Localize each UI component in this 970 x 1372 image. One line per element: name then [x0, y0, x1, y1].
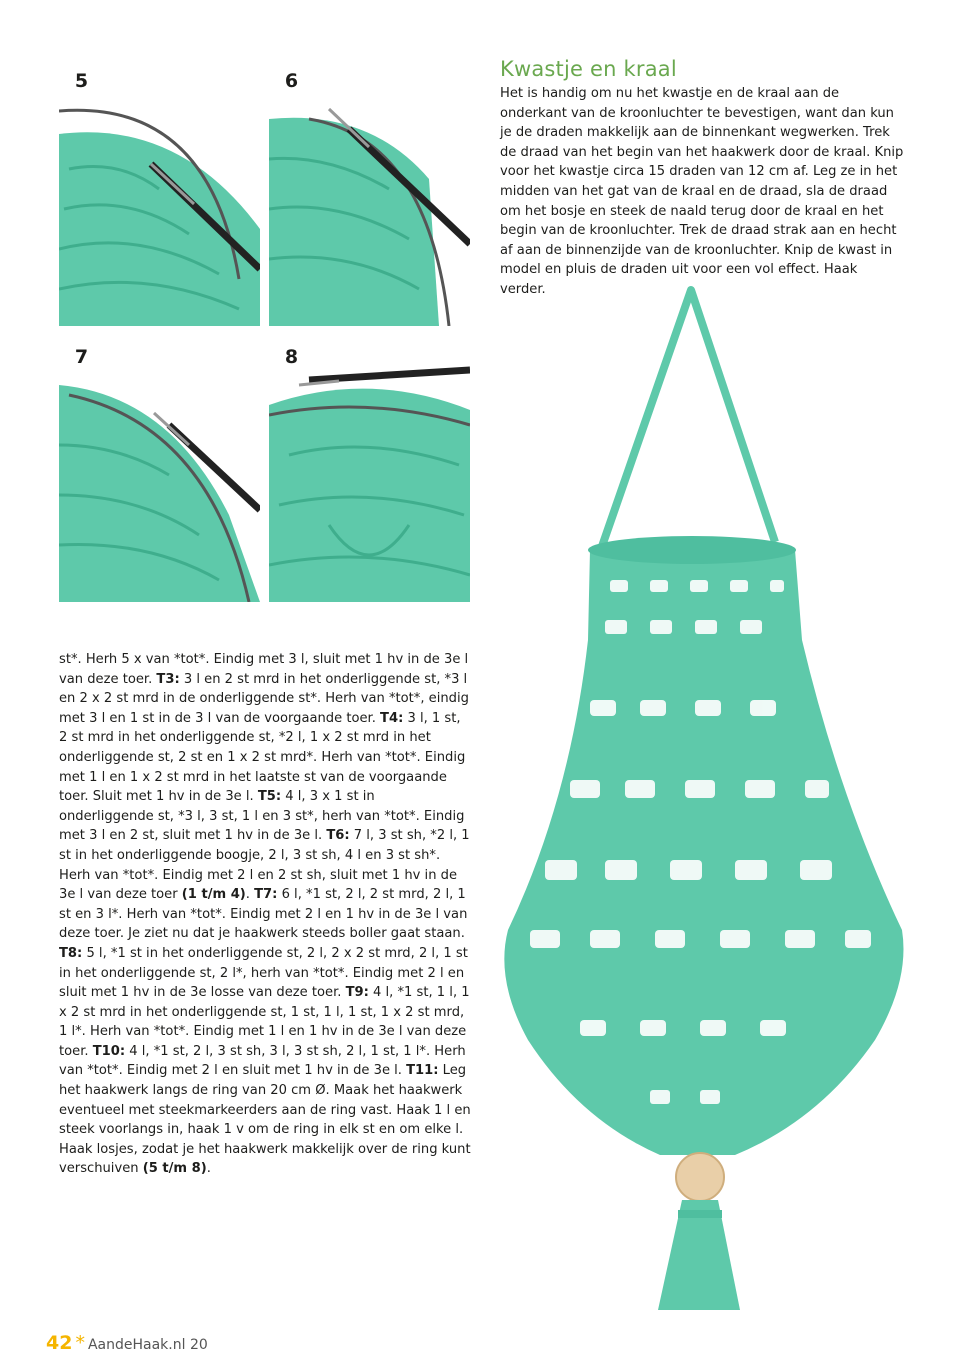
step-photo-7 — [59, 335, 260, 602]
round-label-t7: T7: — [254, 887, 278, 903]
tassel-wrap — [678, 1210, 722, 1218]
page-number: 42 — [46, 1332, 73, 1354]
photo-reference: (5 t/m 8) — [142, 1161, 207, 1177]
pattern-text: 5 l, *1 st in het onderliggende st, 2 l, 2 x 2 st mrd, 2 l, 1 st in het onderliggende st, 2 l*, herh van *tot*. Eindig met 2 l en sluit met 1 hv in de 3e losse van deze toer. — [59, 945, 468, 1001]
pattern-text: . — [206, 1161, 211, 1177]
round-label-t10: T10: — [92, 1043, 126, 1059]
crochet-chandelier-illustration — [490, 280, 920, 1320]
step-number-badge: 5 — [67, 67, 96, 96]
wooden-bead — [676, 1153, 724, 1201]
section-heading: Kwastje en kraal — [500, 57, 677, 81]
pattern-text: 4 l, *1 st, 1 l, 1 x 2 st mrd in het onderliggende st, 1 st, 1 l, 1 st, 1 x 2 st mrd, 1 l*. Herh van *tot*. Eindig met 1 l en 1 hv in de 3e l van deze toer. — [59, 985, 470, 1059]
pattern-text: st*. Herh 5 x van *tot*. Eindig met 3 l, sluit met 1 hv in de 3e l van deze toer. — [59, 652, 469, 687]
step-number-badge: 8 — [277, 343, 306, 372]
issue-number: 20 — [189, 1337, 208, 1353]
round-label-t5: T5: — [257, 789, 282, 805]
pattern-text: 3 l, 1 st, 2 st mrd in het onderliggende st, *2 l, 1 x 2 st mrd in het onderliggende st, 2 st en 1 x 2 st mrd*. Herh van *tot*. Eindig met 1 l en 1 x 2 st mrd in het laatste st van de voorgaande toer. Sluit met 1 hv in de 3e l. — [59, 710, 466, 805]
round-label-t9: T9: — [345, 985, 369, 1001]
round-label-t6: T6: — [326, 828, 350, 844]
pattern-text: 4 l, *1 st, 2 l, 3 st sh, 3 l, 3 st sh, 2 l, 1 st, 1 l*. Herh van *tot*. Eindig met 2 l en sluit met 1 hv in de 3e l. — [59, 1043, 466, 1079]
step-photo-6 — [269, 59, 470, 326]
star-icon: * — [75, 1332, 85, 1354]
pattern-text: 6 l, *1 st, 2 l, 2 st mrd, 2 l, 1 st en 3 l*. Herh van *tot*. Eindig met 2 l en 1 hv in de 3e l van deze toer. Je ziet nu dat je haakwerk steeds boller gaat staan. — [59, 887, 468, 942]
magazine-site: AandeHaak.nl — [87, 1337, 186, 1353]
photo-reference: (1 t/m 4) — [181, 887, 246, 903]
page-footer — [46, 1332, 208, 1354]
lamp-rim — [588, 536, 796, 564]
pattern-instructions — [59, 650, 471, 1179]
round-label-t4: T4: — [380, 710, 404, 726]
round-label-t3: T3: — [156, 671, 180, 687]
pattern-text: 3 l en 2 st mrd in het onderliggende st, *3 l en 2 x 2 st mrd in de onderliggende st*. Herh van *tot*, eindig met 3 l en 1 st in de 3 l van de voorgaande toer. — [59, 671, 469, 726]
pattern-text: 7 l, 3 st sh, *2 l, 1 st in het onderliggende boogje, 2 l, 3 st sh, 4 l en 3 st sh*. Herh van *tot*. Eindig met 2 l en 2 st sh, sluit met 1 hv in de 3e l van deze toer — [59, 828, 470, 903]
crochet-photo-illustration — [59, 335, 260, 602]
step-photo-8 — [269, 335, 470, 602]
crochet-photo-illustration — [269, 59, 470, 326]
step-number-badge: 7 — [67, 343, 96, 372]
round-label-t8: T8: — [59, 945, 83, 961]
hanging-cord — [600, 290, 775, 552]
section-intro-text: Het is handig om nu het kwastje en de kraal aan de onderkant van de kroonluchter te bevestigen, want dan kun je de draden makkelijk aan de binnenkant wegwerken. Trek de draad van het begin van het haakwerk door de kraal. Knip voor het kwastje circa 15 draden van 12 cm af. Leg ze in het midden van het gat van de kraal en de draad, sla de draad om het bosje en steek de naald terug door de kraal en het begin van de kroonluchter. Trek de draad strak aan en hecht af aan de binnenzijde van de kroonluchter. Knip de kwast in model en pluis de draden uit voor een vol effect. Haak verder. — [500, 86, 904, 297]
pattern-text: 4 l, 3 x 1 st in onderliggende st, *3 l, 3 st, 1 l en 3 st*, herh van *tot*. Eindig met 3 l en 2 st, sluit met 1 hv in de 3e l. — [59, 789, 465, 844]
step-photo-5 — [59, 59, 260, 326]
pattern-text: . — [245, 887, 255, 903]
round-label-t11: T11: — [406, 1063, 439, 1079]
crochet-photo-illustration — [269, 335, 470, 602]
crochet-photo-illustration — [59, 59, 260, 326]
step-number-badge: 6 — [277, 67, 306, 96]
pattern-text: Leg het haakwerk langs de ring van 20 cm Ø. Maak het haakwerk eventueel met steekmarkeerders aan de ring vast. Haak 1 l en steek voorlangs in, haak 1 v om de ring in elk st en om elke l. Haak losjes, zodat je het haakwerk makkelijk over de ring kunt verschuiven — [59, 1063, 471, 1177]
